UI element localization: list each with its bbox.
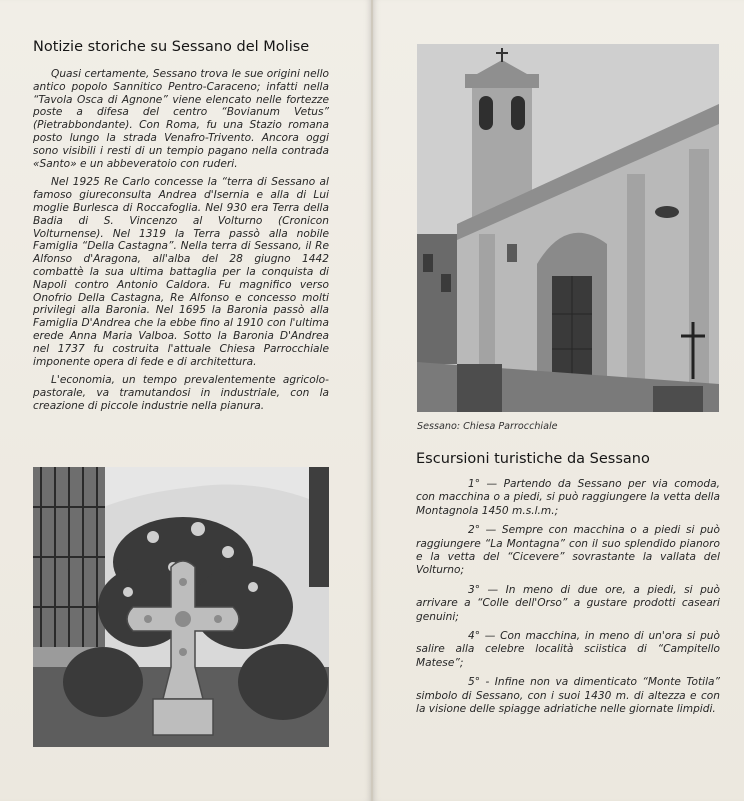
history-text [33, 68, 329, 419]
history-title: Notizie storiche su Sessano del Molise [33, 39, 310, 55]
church-caption: Sessano: Chiesa Parrocchiale [417, 421, 558, 432]
stone-cross-photo [33, 467, 329, 747]
church-photo [417, 44, 719, 412]
excursion-item: 3° — In meno di due ore, a piedi, si può arrivare a “Colle dell'Orso” a gustare prodotti caseari genuini; [416, 583, 720, 623]
history-paragraph: Nel 1925 Re Carlo concesse la “terra di Sessano al famoso giureconsulta Andrea d'Isernia e alla di Lui moglie Burlesca di Roccafoglia. Nel 930 era Terra della Badia di S. Vincenzo al Volturno (Cronicon Volturnense). Nel 1319 la Terra passò alla nobile Famiglia “Della Castagna”. Nella terra di Sessano, il Re Alfonso d'Aragona, all'alba del 28 giugno 1442 combattè la sua ultima battaglia per la conquista di Napoli contro Antonio Caldora. Fu magnifico verso Onofrio Della Castagna, Re Alfonso e concesso molti privilegi alla Baronia. Nel 1695 la Baronia passò alla Famiglia D'Andrea che la ebbe fino al 1910 con l'ultima erede Anna Maria Valboa. Sotto la Baronia D'Andrea nel 1737 fu costruita l'attuale Chiesa Parrocchiale imponente opera di fede e di architettura. [33, 176, 329, 368]
excursions-list [416, 478, 720, 723]
church-image [417, 44, 719, 412]
excursion-item: 5° - Infine non va dimenticato “Monte Totila” simbolo di Sessano, con i suoi 1430 m. di altezza e con la visione delle spiagge adriatiche nelle giornate limpidi. [416, 676, 720, 716]
excursion-item: 2° — Sempre con macchina o a piedi si può raggiungere “La Montagna” con il suo splendido pianoro e la vetta del “Cicevere” sovrastante la vallata del Volturno; [416, 524, 720, 577]
page-fold [371, 0, 373, 801]
stone-cross-image [33, 467, 329, 747]
excursion-item: 4° — Con macchina, in meno di un'ora si può salire alla celebre località sciistica di “Campitello Matese”; [416, 630, 720, 669]
history-paragraph: L'economia, un tempo prevalentemente agricolo-pastorale, va tramutandosi in industriale, con la creazione di piccole industrie nella pianura. [33, 374, 329, 412]
excursions-title: Escursioni turistiche da Sessano [416, 451, 650, 467]
history-paragraph: Quasi certamente, Sessano trova le sue origini nello antico popolo Sannitico Pentro-Caraceno; infatti nella “Tavola Osca di Agnone” viene elencato nelle fortezze poste a difesa del centro “Bovianum Vetus” (Pietrabbondante). Con Roma, fu una Stazio romana posto lungo la strada Venafro-Trivento. Ancora oggi sono visibili i resti di un tempio pagano nella contrada «Santo» e un abbeveratoio con ruderi. [33, 68, 329, 170]
excursion-item: 1° — Partendo da Sessano per via comoda, con macchina o a piedi, si può raggiungere la vetta della Montagnola 1450 m.s.l.m.; [416, 478, 720, 517]
